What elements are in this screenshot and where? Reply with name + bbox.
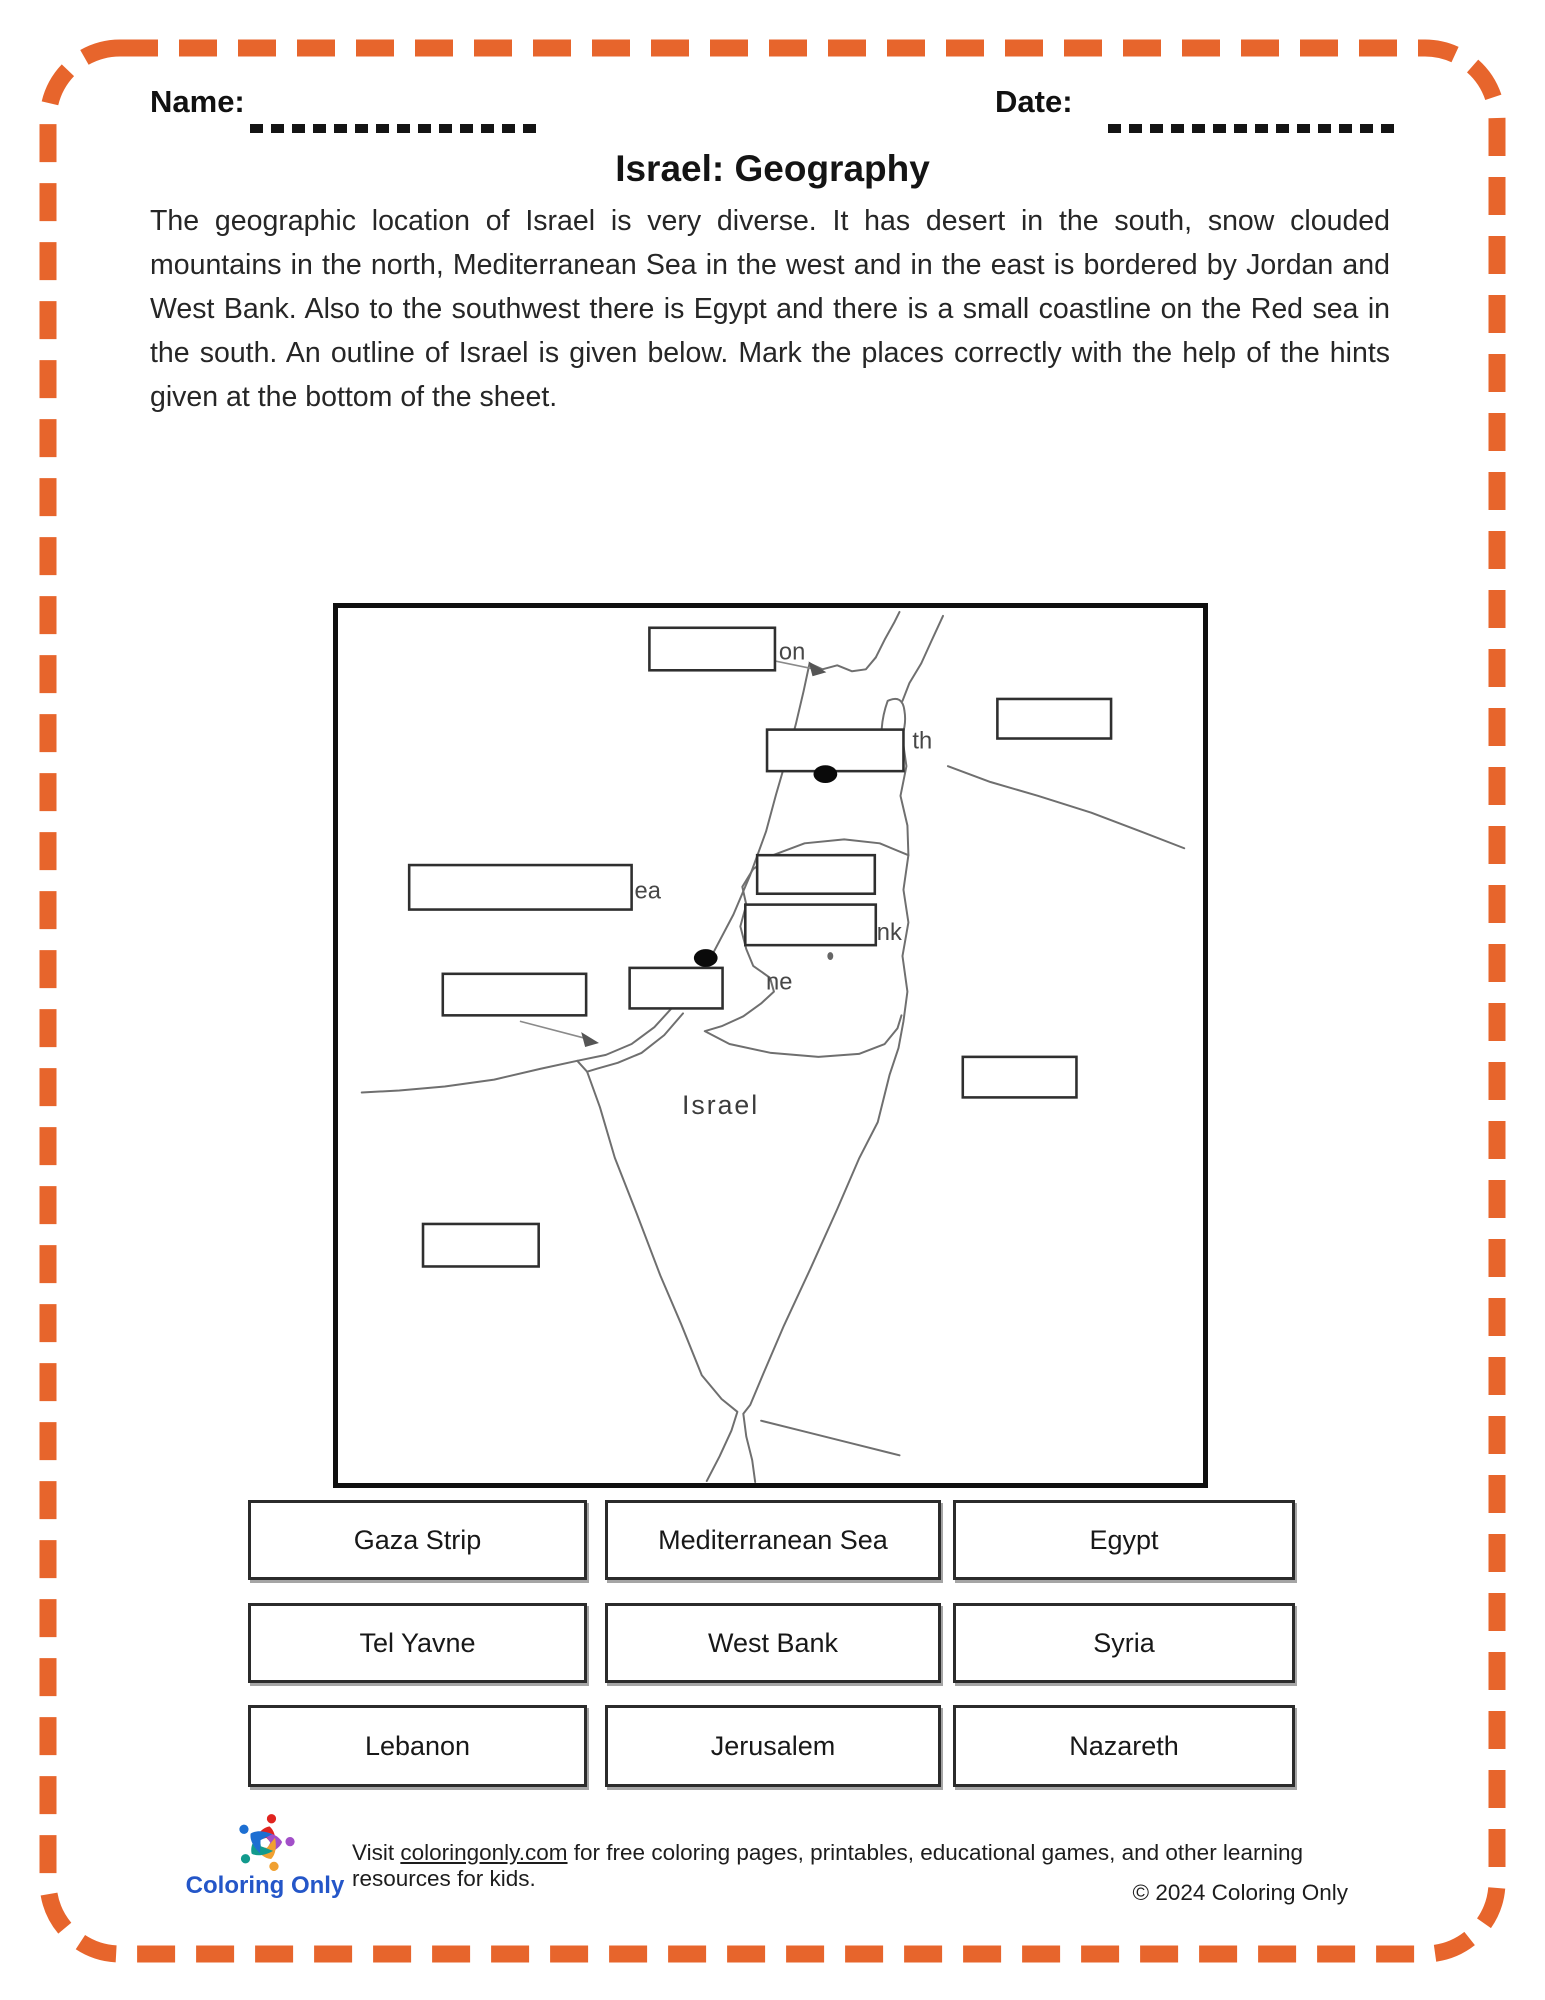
- word-bank-item-syria: Syria: [953, 1603, 1295, 1683]
- israel-country-label: Israel: [682, 1090, 760, 1121]
- logo-star-figures: [234, 1811, 295, 1872]
- name-label: Name:: [150, 84, 245, 119]
- map-egypt-border: [587, 1072, 737, 1481]
- word-bank-item-mediterranean-sea: Mediterranean Sea: [605, 1500, 941, 1580]
- intro-paragraph: The geographic location of Israel is very diverse. It has desert in the south, snow clouded mountains in the north, Mediterranean Sea in the west and in the east is bordered by Jordan and West Bank. Also to the southwest there is Egypt and there is a small coastline on the Red sea in the south. An outline of Israel is given below. Mark the places correctly with the help of the hints given at the bottom of the sheet.: [150, 205, 1390, 413]
- map-answer-box-upper-west-bank[interactable]: [757, 855, 875, 894]
- map-answer-box-lebanon[interactable]: [649, 628, 775, 671]
- word-bank-item-lebanon: Lebanon: [248, 1705, 587, 1787]
- brand-name: Coloring Only: [185, 1872, 345, 1899]
- word-bank-item-nazareth: Nazareth: [953, 1705, 1295, 1787]
- date-label: Date:: [995, 84, 1073, 119]
- name-answer-line[interactable]: [250, 124, 540, 133]
- label-fragment-lebanon: on: [778, 639, 806, 666]
- word-bank-item-gaza-strip: Gaza Strip: [248, 1500, 587, 1580]
- map-answer-box-mediterranean-sea[interactable]: [409, 865, 631, 909]
- map-golan-border: [902, 616, 943, 701]
- label-fragment-nazareth: th: [912, 728, 933, 755]
- footer-note-suffix: for free coloring pages, printables, educational games, and other learning resources for kids.: [352, 1840, 1303, 1891]
- date-answer-line[interactable]: [1108, 124, 1395, 133]
- map-answer-box-nazareth[interactable]: [767, 730, 903, 772]
- map-lebanon-syria-border: [876, 612, 900, 657]
- word-bank-item-tel-yavne: Tel Yavne: [248, 1603, 587, 1683]
- coloringonly-link[interactable]: coloringonly.com: [400, 1840, 568, 1865]
- map-answer-box-syria[interactable]: [997, 699, 1111, 739]
- gaza-pointer-arrowhead: [581, 1032, 599, 1047]
- map-aqaba-line: [761, 1421, 899, 1456]
- israel-map-outline: [338, 608, 1203, 1483]
- map-answer-box-tel-yavne[interactable]: [630, 968, 723, 1009]
- map-answer-box-west-bank[interactable]: [745, 905, 875, 946]
- map-jordan-border: [743, 739, 908, 1483]
- map-syria-jordan-border: [948, 766, 1184, 848]
- label-fragment-sea: ea: [634, 878, 661, 905]
- small-map-mark: [827, 952, 833, 960]
- map-answer-box-jordan-side[interactable]: [963, 1057, 1077, 1098]
- israel-map-figure: [333, 603, 1208, 1488]
- map-answer-box-egypt[interactable]: [423, 1224, 539, 1267]
- word-bank-item-west-bank: West Bank: [605, 1603, 941, 1683]
- word-bank-item-egypt: Egypt: [953, 1500, 1295, 1580]
- label-fragment-west-bank: nk: [876, 920, 902, 947]
- word-bank-item-jerusalem: Jerusalem: [605, 1705, 941, 1787]
- copyright-text: © 2024 Coloring Only: [1132, 1880, 1348, 1905]
- label-fragment-tel-yavne: ne: [766, 969, 793, 996]
- nazareth-city-dot: [814, 765, 838, 783]
- coloring-only-logo: [215, 1806, 315, 1872]
- tel-yavne-city-dot: [694, 949, 718, 967]
- page-title: Israel: Geography: [615, 148, 930, 189]
- gaza-pointer-arrow: [520, 1021, 588, 1039]
- map-answer-box-gaza[interactable]: [443, 974, 586, 1016]
- footer-note-prefix: Visit: [352, 1840, 401, 1865]
